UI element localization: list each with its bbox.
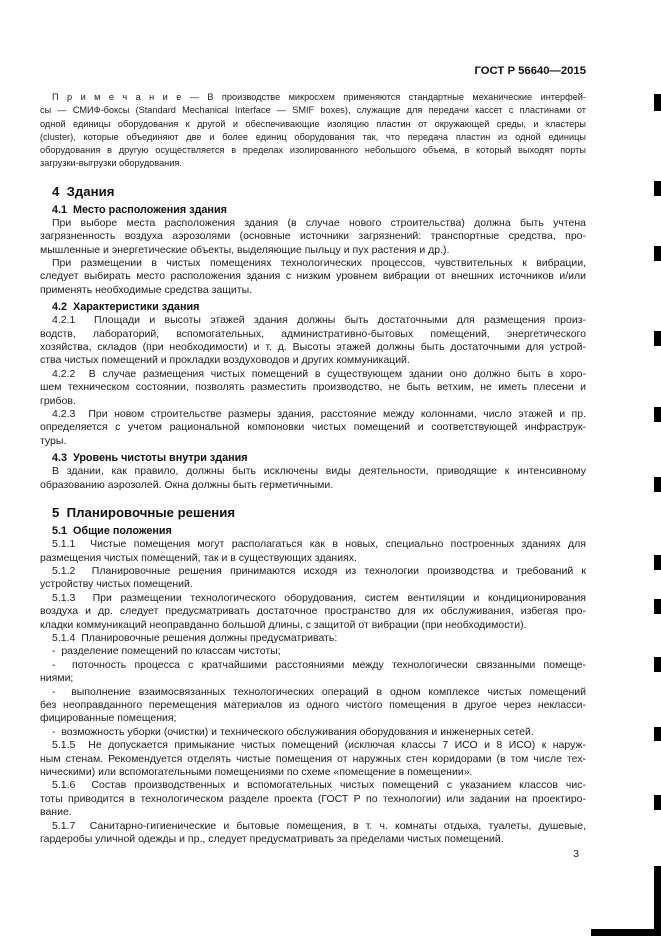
section-4-2-heading: 4.2 Характеристики здания	[52, 301, 200, 314]
note-paragraph: П р и м е ч а н и е — В производстве микросхем применяются стандартные механические интерфей- сы — СМИФ-боксы (Standard Mechanical Interface — SMIF boxes), служащие для передачи кассет с пластинами от одной единицы оборудования к другой и обеспечивающие изоляцию пластин от окружающей среды, и кластеры (cluster), которые объединяют две и более единиц оборудования так, что передача пластин из одной единицы оборудования в другую осуществляется в пределах изолированного небольшого объема, в который выходят порты загрузки-выгрузки оборудования.	[40, 92, 586, 169]
scan-mark	[591, 929, 661, 936]
section-5-heading: 5 Планировочные решения	[52, 505, 236, 521]
scan-mark	[654, 94, 661, 111]
scan-mark	[654, 599, 661, 614]
scan-mark	[654, 795, 661, 810]
bullet-item-flow: - поточность процесса с кратчайшими расстояниями между технологически связанными помеще- ниями;	[40, 658, 586, 685]
scan-mark	[654, 657, 661, 672]
paragraph-5-1-2: 5.1.2 Планировочные решения принимаются исходя из технологии производства и требований к устройству чистых помещений.	[40, 564, 586, 591]
paragraph-4-1-b: При размещении в чистых помещениях технологических процессов, чувствительных к вибрации, следует выбирать место расположения здания с низким уровнем вибрации от внешних источников и/или применять необходимые средства защиты.	[40, 257, 586, 296]
scan-mark	[654, 477, 661, 492]
scan-mark	[654, 866, 661, 936]
paragraph-4-1-a: При выборе места расположения здания (в случае нового строительства) должна быть учтена загрязненность воздуха аэрозолями (основные источники загрязнений: транспортные средства, про- мышленные и энергетические объекты, выделяющие пыльцу и пух растения и др.).	[40, 216, 586, 256]
page-content	[40, 64, 586, 861]
bullet-item-cleaning: - возможность уборки (очистки) и технического обслуживания оборудования и инженерных сетей.	[52, 725, 534, 738]
paragraph-5-1-4: 5.1.4 Планировочные решения должны предусматривать:	[52, 631, 338, 644]
section-4-heading: 4 Здания	[52, 183, 115, 199]
standard-number-header: ГОСТ Р 56640—2015	[474, 65, 586, 77]
bullet-item-classes: - разделение помещений по классам чистоты;	[52, 645, 281, 658]
section-4-1-heading: 4.1 Место расположения здания	[52, 203, 227, 216]
paragraph-5-1-3: 5.1.3 При размещении технологического оборудования, систем вентиляции и кондиционирования воздуха и др. следует предусматривать достаточное пространство для их обслуживания, избегая про- кладки коммуникаций неоправданно большой длины, с защитой от вибрации (при необходимости).	[40, 591, 586, 631]
scan-mark	[654, 555, 661, 570]
scan-mark	[654, 407, 661, 422]
page-number: 3	[573, 848, 579, 861]
section-4-3-heading: 4.3 Уровень чистоты внутри здания	[52, 452, 248, 465]
scan-mark	[654, 331, 661, 346]
paragraph-4-2-2: 4.2.2 В случае размещения чистых помещений в существующем здании оно должно быть в хоро- шем техническом состоянии, позволять разместить производство, не быть ветхим, не иметь плесени и грибов.	[40, 367, 586, 407]
scan-mark	[654, 727, 661, 741]
paragraph-4-2-1: 4.2.1 Площади и высоты этажей здания должны быть достаточными для размещения произ- водств, лабораторий, вспомогательных, административно-бытовых помещений, энергетического хозяйства, складов (при необходимости) и т. д. Высоты этажей должны быть достаточными для устрой- ства чистых помещений и прокладки воздуховодов и других коммуникаций.	[40, 314, 586, 367]
paragraph-5-1-7: 5.1.7 Санитарно-гигиенические и бытовые помещения, в т. ч. комнаты отдыха, туалеты, душевые, гардеробы уличной одежды и пр., следует предусматривать за пределами чистых помещений.	[40, 819, 586, 846]
paragraph-4-3: В здании, как правило, должны быть исключены виды деятельности, приводящие к интенсивному образованию аэрозолей. Окна должны быть герметичными.	[40, 465, 586, 491]
scan-mark	[654, 181, 661, 196]
bullet-item-operations: - выполнение взаимосвязанных технологических операций в одном комплексе чистых помещений без неоправданного перемещения материалов из одного чистого помещения в другое через некласси- фицированные помещения;	[40, 685, 586, 725]
paragraph-5-1-6: 5.1.6 Состав производственных и вспомогательных чистых помещений с указанием классов чис- тоты приводится в технологическом разделе проекта (ГОСТ Р по технологии) или задании на проектиро- вание.	[40, 779, 586, 819]
paragraph-4-2-3: 4.2.3 При новом строительстве размеры здания, расстояние между колоннами, число этажей и пр. определяется с учетом рациональной компоновки чистых помещений и соответствующей инфраструк- туры.	[40, 408, 586, 447]
scan-mark	[654, 246, 661, 261]
paragraph-5-1-5: 5.1.5 Не допускается примыкание чистых помещений (исключая классы 7 ИСО и 8 ИСО) к наруж- ным стенам. Рекомендуется отделять чистые помещения от наружных стен коридорами (в том числе тех- ническими) или вспомогательными помещениями по схеме «помещение в помещении».	[40, 739, 586, 778]
paragraph-5-1-1: 5.1.1 Чистые помещения могут располагаться как в новых, специально построенных зданиях для размещения чистых помещений, так и в существующих зданиях.	[40, 538, 586, 564]
section-5-1-heading: 5.1 Общие положения	[52, 525, 172, 538]
